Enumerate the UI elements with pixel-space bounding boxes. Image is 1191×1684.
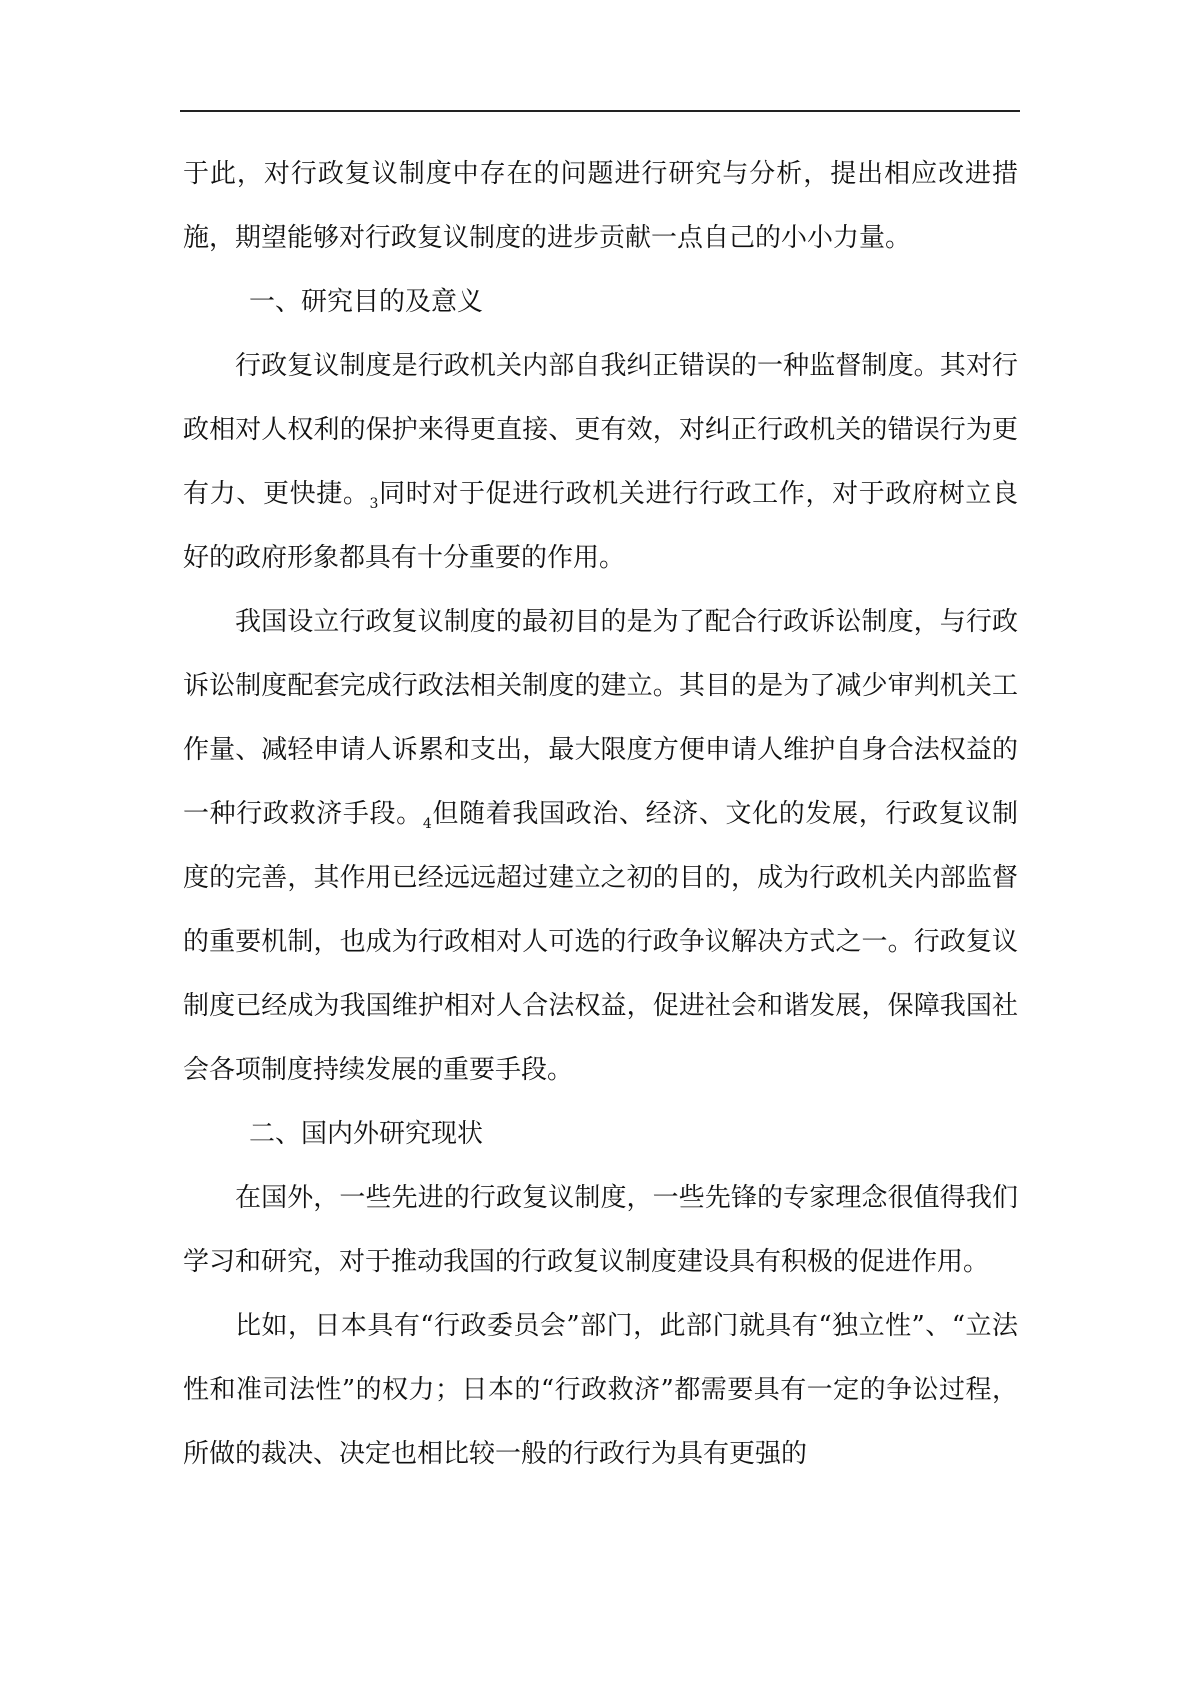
section-heading-1: 一、研究目的及意义: [249, 287, 484, 317]
document-body: [183, 142, 1018, 1486]
paragraph-text: 但随着我国政治、经济、文化的发展，行政复议制度的完善，其作用已经远远超过建立之初的目的，成为行政机关内部监督的重要机制，也成为行政相对人可选的行政争议解决方式之一。行政复议制度已经成为我国维护相对人合法权益，促进社会和谐发展，保障我国社会各项制度持续发展的重要手段。: [183, 799, 1018, 1085]
footnote-marker: 3: [369, 496, 379, 512]
paragraph-origin: [183, 590, 1018, 1102]
paragraph-foreign: 在国外，一些先进的行政复议制度，一些先锋的专家理念很值得我们学习和研究，对于推动我国的行政复议制度建设具有积极的促进作用。: [183, 1183, 1018, 1277]
paragraph-japan: 比如，日本具有“行政委员会”部门，此部门就具有“独立性”、“立法性和准司法性”的权力；日本的“行政救济”都需要具有一定的争讼过程，所做的裁决、决定也相比较一般的行政行为具有更强的: [183, 1311, 1018, 1469]
paragraph-continuation: 于此，对行政复议制度中存在的问题进行研究与分析，提出相应改进措施，期望能够对行政复议制度的进步贡献一点自己的小小力量。: [183, 159, 1018, 253]
paragraph-text: 同时对于促进行政机关进行行政工作，对于政府树立良好的政府形象都具有十分重要的作用。: [183, 479, 1018, 573]
paragraph-purpose: [183, 334, 1018, 590]
footnote-marker: 4: [422, 816, 432, 832]
paragraph-text: 我国设立行政复议制度的最初目的是为了配合行政诉讼制度，与行政诉讼制度配套完成行政法相关制度的建立。其目的是为了减少审判机关工作量、减轻申请人诉累和支出，最大限度方便申请人维护自身合法权益的一种行政救济手段。: [183, 607, 1018, 829]
header-rule: [180, 110, 1020, 112]
section-heading-2: 二、国内外研究现状: [249, 1119, 484, 1149]
paragraph-text: 行政复议制度是行政机关内部自我纠正错误的一种监督制度。其对行政相对人权利的保护来得更直接、更有效，对纠正行政机关的错误行为更有力、更快捷。: [183, 351, 1018, 509]
